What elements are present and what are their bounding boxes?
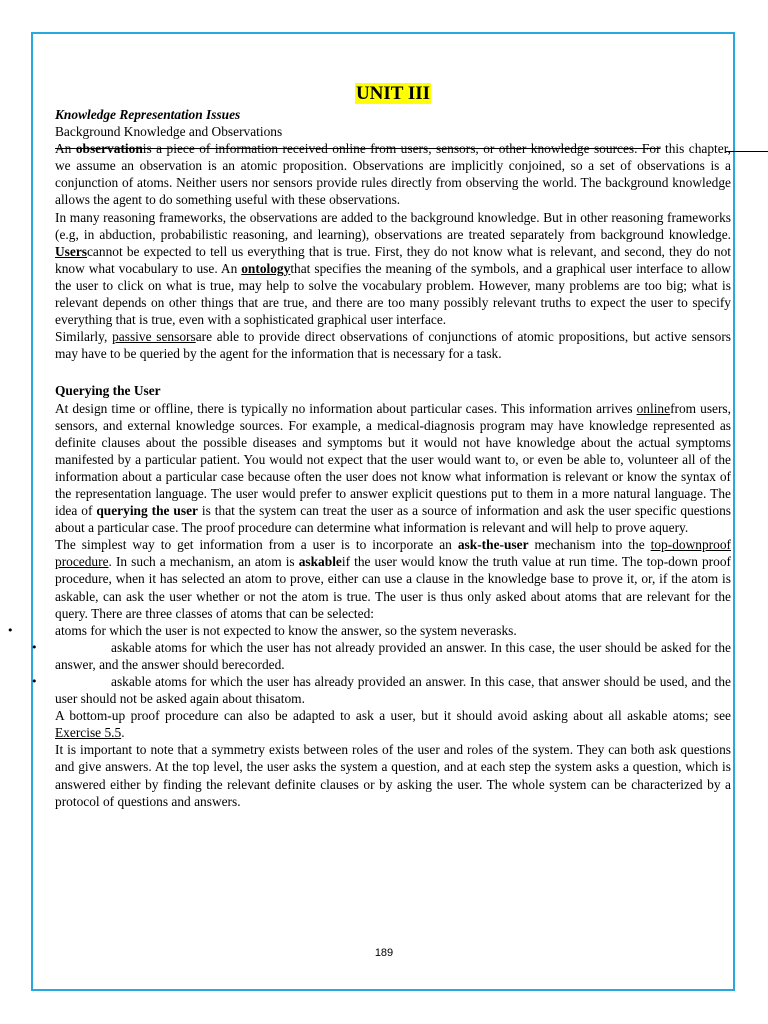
paragraph-design-time — [55, 400, 731, 537]
section-heading-background-text: Background Knowledge and Observations — [55, 124, 283, 140]
p3-text-a: Similarly, — [55, 329, 113, 345]
bullet-item-3 — [31, 673, 731, 707]
p2-text-a: In many reasoning frameworks, the observations are added to the background knowledge. But in other reasoning frameworks (e.g, in abduction, probabilistic reasoning, and learning), observations are treated separately from background knowledge. — [55, 209, 731, 242]
link-exercise[interactable]: Exercise 5.5 — [55, 725, 122, 741]
margin-rule-line — [726, 151, 768, 152]
p7-text: It is important to note that a symmetry exists between roles of the user and roles of the system. They can both ask questions and give answers. At the top level, the user asks the system a question, and at each step the system asks a question, which is answered either by finding the relevant definite clauses or by asking the user. The whole system can be characterized by a protocol of questions and answers. — [55, 742, 731, 809]
section-heading-querying — [55, 382, 731, 399]
term-ontology: ontology — [241, 260, 291, 276]
p2-text-b: cannot be expected to tell us everything that is true. First, they do not know what is relevant, and second, they do not know what vocabulary to use. An — [55, 243, 731, 276]
p1-strike-text: is a piece of information received online from users, sensors, or other knowledge sources. For — [142, 141, 661, 157]
paragraph-bottom-up — [55, 707, 731, 741]
bullet-text-2: askable atoms for which the user has not already provided an answer. In this case, the user should be asked for the answer, and the answer should berecorded. — [55, 639, 731, 672]
term-users: Users — [55, 243, 87, 259]
bullet-icon: • — [7, 623, 14, 637]
term-observation: observation — [75, 141, 143, 157]
unit-title-text: UNIT III — [355, 83, 431, 104]
p6-text-b: . — [121, 725, 125, 741]
term-online: online — [636, 400, 671, 416]
p2-text-c: that specifies the meaning of the symbols, and a graphical user interface to allow the user to click on what is true, may help to solve the vocabulary problem. However, many problems are too big; what is relevant depends on other things that are true, and there are too many possibly relevant truths to expect the user to specify everything that is true, even with a sophisticated graphical user interface. — [55, 260, 731, 328]
document-body — [7, 82, 731, 810]
p5-text-a: The simplest way to get information from a user is to incorporate an — [55, 537, 458, 553]
term-ask-the-user: ask-the-user — [457, 537, 529, 553]
subtitle — [55, 106, 731, 123]
p3-text-b: are able to provide direct observations of conjunctions of atomic propositions, but active sensors may have to be queried by the agent for the information that is necessary for a task. — [55, 329, 731, 362]
p4-text-a: At design time or offline, there is typically no information about particular cases. This information arrives — [55, 400, 637, 416]
p5-text-d: if the user would know the truth value at run time. The top-down proof procedure, when it has selected an atom to prove, either can use a clause in the knowledge base to prove it, or, if the atom is askable, can ask the user whether or not the atom is true. The user is thus only asked about atoms that are relevant for the query. There are three classes of atoms that can be selected: — [55, 554, 731, 621]
unit-title — [55, 82, 731, 106]
term-askable: askable — [298, 554, 342, 570]
subtitle-text: Knowledge Representation Issues — [55, 107, 241, 122]
bullet-item-1 — [7, 622, 731, 639]
bullet-text-3: askable atoms for which the user has already provided an answer. In this case, that answer should be used, and the user should not be asked again about thisatom. — [55, 674, 731, 707]
p4-text-b: from users, sensors, and external knowledge sources. For example, a medical-diagnosis program may have knowledge represented as definite clauses about the possible diseases and symptoms but it would not have knowledge about the actual symptoms manifested by a particular patient. You would not expect that the user would want to, or even be able to, volunteer all of the information about a particular case because often the user does not know what information is relevant or know the syntax of the representation language. The user would prefer to answer explicit questions put to them in a more natural language. The idea of — [55, 400, 731, 519]
term-querying-the-user: querying the user — [96, 503, 198, 519]
section-heading-querying-text: Querying the User — [55, 383, 161, 399]
bullet-icon: • — [31, 675, 38, 688]
p4-text-c: is that the system can treat the user as a source of information and ask the user specific questions about a particular case. The proof procedure can determine what information is relevant and will help to prove aquery. — [55, 503, 731, 536]
p5-text-b: mechanism into the — [528, 537, 651, 553]
paragraph-observation — [55, 140, 731, 208]
paragraph-ask-the-user — [55, 536, 731, 621]
bullet-text-1: atoms for which the user is not expected to know the answer, so the system neverasks. — [55, 622, 517, 638]
paragraph-symmetry — [55, 741, 731, 809]
paragraph-reasoning — [55, 209, 731, 329]
spacer — [55, 362, 731, 379]
paragraph-sensors — [55, 328, 731, 362]
bullet-item-2 — [31, 639, 731, 673]
p1-an: An — [55, 141, 76, 157]
section-heading-background — [55, 123, 731, 140]
term-passive-sensors: passive sensors — [112, 329, 196, 345]
p6-text-a: A bottom-up proof procedure can also be adapted to ask a user, but it should avoid asking about all askable atoms; see — [55, 708, 731, 724]
link-top-down-proof[interactable]: top-downproof procedure — [55, 537, 731, 570]
p1-text: this chapter, we assume an observation is an atomic proposition. Observations are implicitly conjoined, so a set of observations is a conjunction of atoms. Neither users nor sensors provide rules directly from observing the world. The background knowledge allows the agent to do something useful with these observations. — [55, 141, 731, 208]
page-number: 189 — [374, 947, 394, 959]
p5-text-c: . In such a mechanism, an atom is — [108, 554, 299, 570]
bullet-icon: • — [31, 640, 38, 654]
